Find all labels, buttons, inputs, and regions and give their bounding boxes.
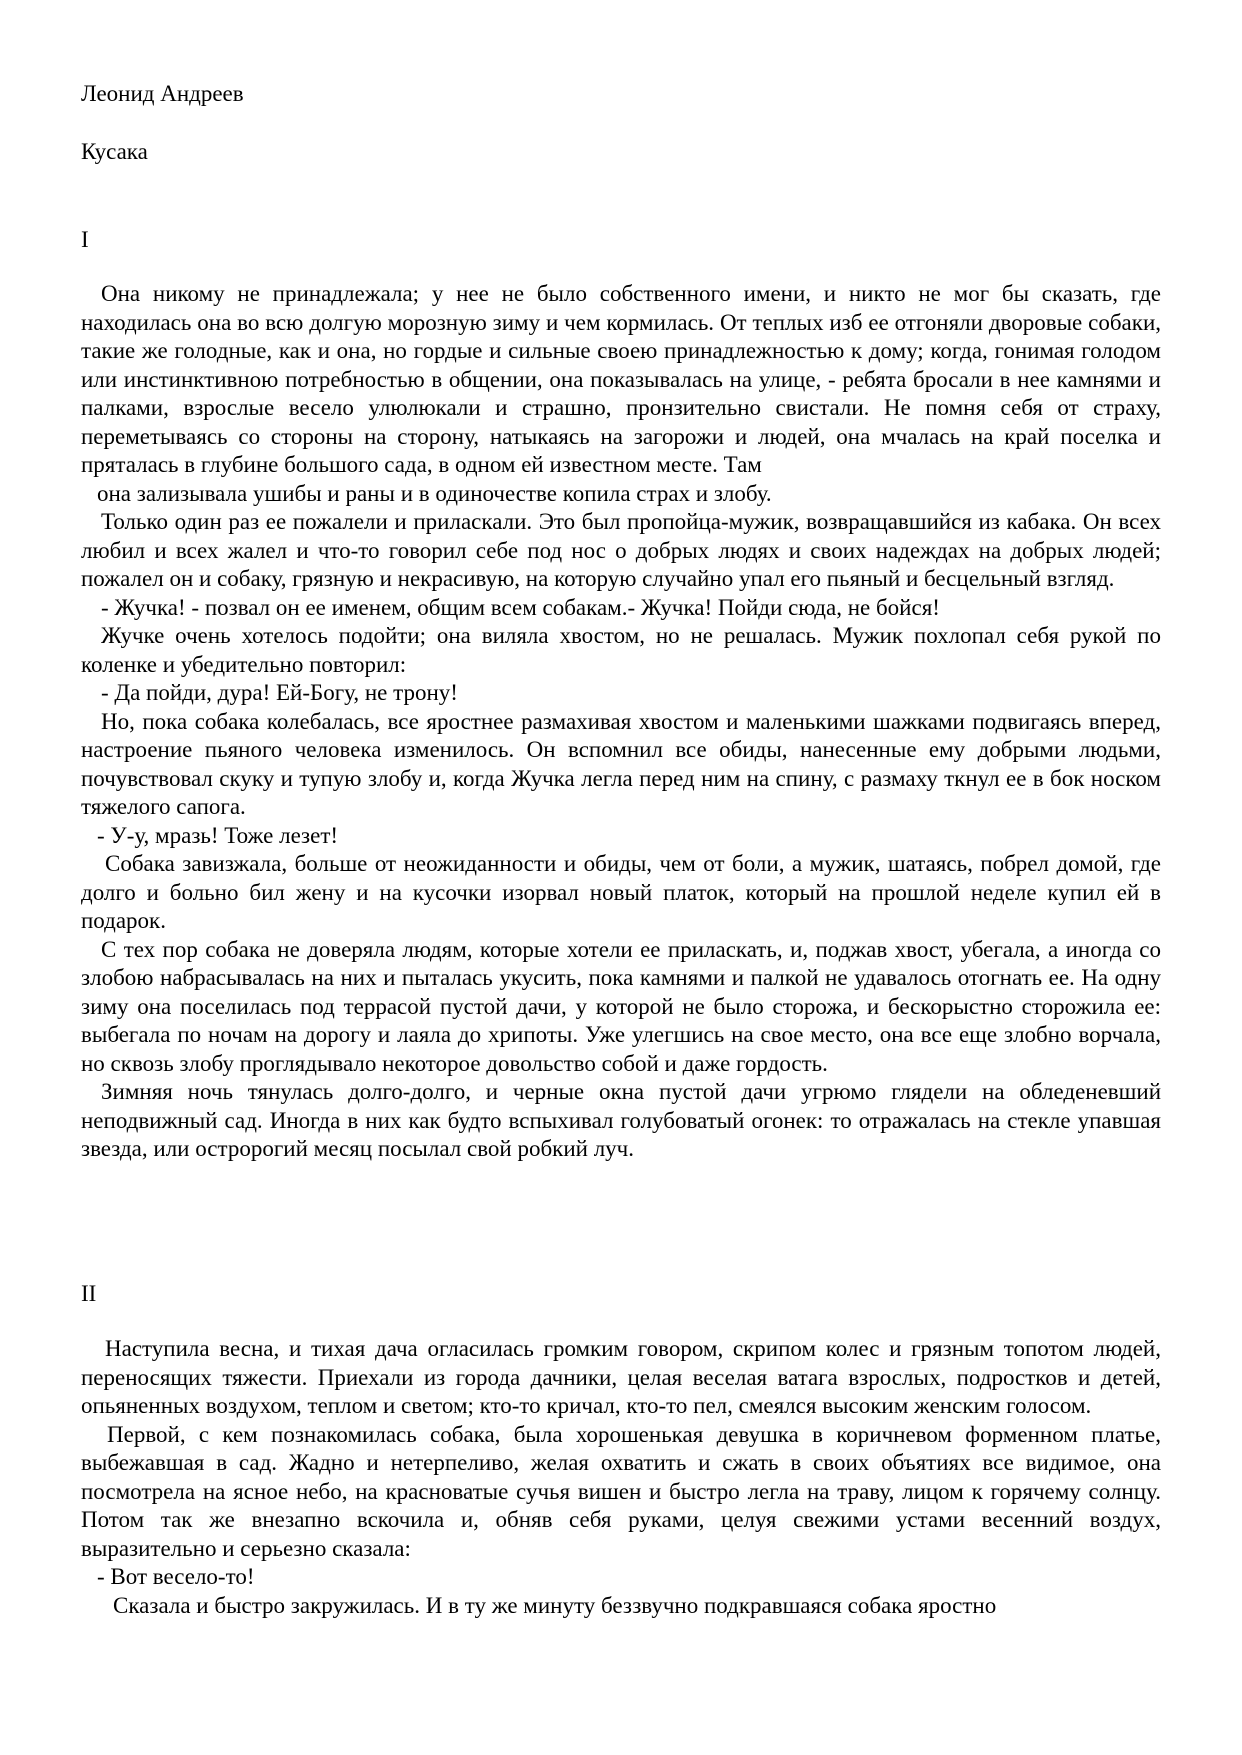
section-2-text [81,1335,1161,1620]
section-heading-2: II [81,1281,97,1306]
paragraph: Собака завизжала, больше от неожиданности и обиды, чем от боли, а мужик, шатаясь, побрел домой, где долго и больно бил жену и на кусочки изорвал новый платок, который на прошлой неделе купил ей в подарок. [81,851,1161,933]
paragraph: - У-у, мразь! Тоже лезет! [97,822,339,848]
paragraph: Но, пока собака колебалась, все яростнее размахивая хвостом и маленькими шажками подвигаясь вперед, настроение пьяного человека изменилось. Он вспомнил все обиды, нанесенные ему добрыми людьми, почувствовал скуку и тупую злобу и, когда Жучка легла перед ним на спину, с размаху ткнул ее в бок носком тяжелого сапога. [81,708,1161,819]
paragraph: - Да пойди, дура! Ей-Богу, не трону! [101,680,458,705]
story-title: Кусака [81,139,148,164]
author-name: Леонид Андреев [81,81,244,106]
paragraph: Зимняя ночь тянулась долго-долго, и черные окна пустой дачи угрюмо глядели на обледеневший неподвижный сад. Иногда в них как будто вспыхивал голубоватый огонек: то отражалась на стекле упавшая звезда, или остророгий месяц посылал свой робкий луч. [81,1079,1161,1161]
paragraph: Сказала и быстро закружилась. И в ту же минуту беззвучно подкравшаяся собака яростно [113,1592,997,1618]
paragraph: Только один раз ее пожалели и приласкали. Это был пропойца-мужик, возвращавшийся из кабака. Он всех любил и всех жалел и что-то говорил себе под нос о добрых людях и своих надеждах на добрых людей; пожалел он и собаку, грязную и некрасивую, на которую случайно упал его пьяный и бесцельный взгляд. [81,509,1161,591]
paragraph: Наступила весна, и тихая дача огласилась громким говором, скрипом колес и грязным топотом людей, переносящих тяжести. Приехали из города дачники, целая веселая ватага взрослых, подростков и детей, опьяненных воздухом, теплом и светом; кто-то кричал, кто-то пел, смеялся высоким женским голосом. [81,1336,1161,1418]
paragraph: Она никому не принадлежала; у нее не было собственного имени, и никто не мог бы сказать, где находилась она во всю долгую морозную зиму и чем кормилась. От теплых изб ее отгоняли дворовые собаки, такие же голодные, как и она, но гордые и сильные своею принадлежностью к дому; когда, гонимая голодом или инстинктивною потребностью в общении, она показывалась на улице, - ребята бросали в нее камнями и палками, взрослые весело улюлюкали и страшно, пронзительно свистали. Не помня себя от страху, переметываясь со стороны на сторону, натыкаясь на загорожи и людей, она мчалась на край поселка и пряталась в глубине большого сада, в одном ей известном месте. Там [81,281,1161,477]
paragraph: - Вот весело-то! [97,1564,255,1589]
paragraph: С тех пор собака не доверяла людям, которые хотели ее приласкать, и, поджав хвост, убегала, а иногда со злобою набрасывалась на них и пыталась укусить, пока камнями и палкой не удавалось отогнать ее. На одну зиму она поселилась под террасой пустой дачи, у которой не было сторожа, и бескорыстно сторожила ее: выбегала по ночам на дорогу и лаяла до хрипоты. Уже улегшись на свое место, она все еще злобно ворчала, но сквозь злобу проглядывало некоторое довольство собой и даже гордость. [81,936,1161,1076]
section-heading-1: I [81,227,89,252]
paragraph: Первой, с кем познакомилась собака, была хорошенькая девушка в коричневом форменном платье, выбежавшая в сад. Жадно и нетерпеливо, желая охватить и сжать в своих объятиях все видимое, она посмотрела на ясное небо, на красноватые сучья вишен и быстро легла на траву, лицом к горячему солнцу. Потом так же внезапно вскочила и, обняв себя руками, целуя свежими устами весенний воздух, выразительно и серьезно сказала: [81,1421,1161,1561]
section-1-text [81,280,1161,1164]
paragraph: Жучке очень хотелось подойти; она виляла хвостом, но не решалась. Мужик похлопал себя рукой по коленке и убедительно повторил: [81,623,1161,677]
paragraph: она зализывала ушибы и раны и в одиночестве копила страх и злобу. [97,480,772,506]
paragraph: - Жучка! - позвал он ее именем, общим всем собакам.- Жучка! Пойди сюда, не бойся! [101,594,940,620]
